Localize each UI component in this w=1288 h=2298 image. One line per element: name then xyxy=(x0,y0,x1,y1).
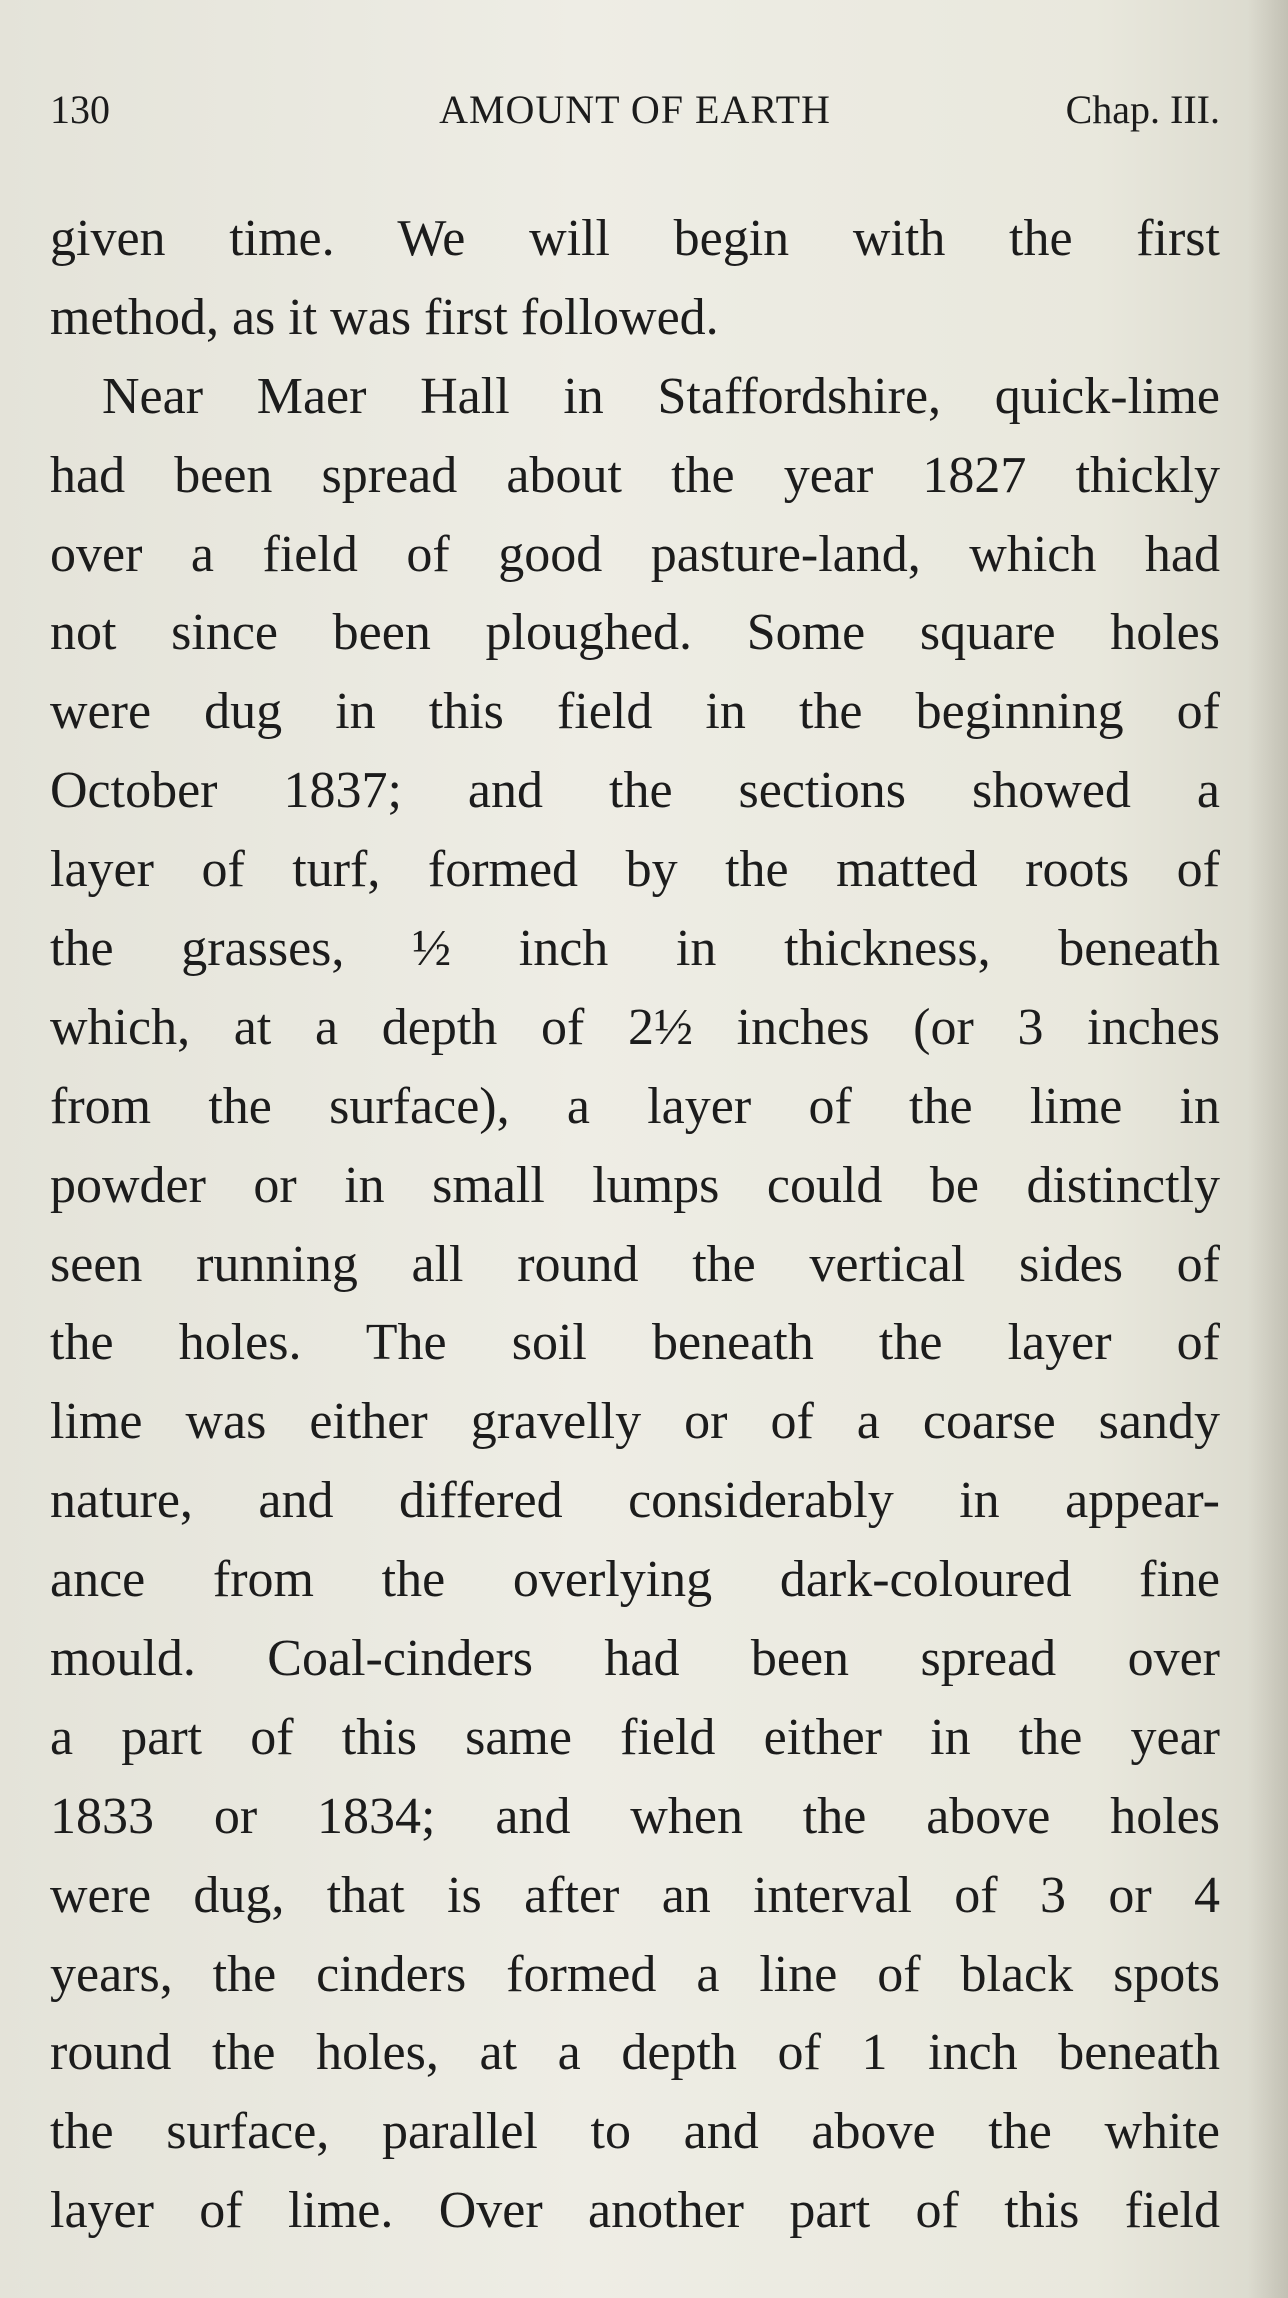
text-line: nature, and differed considerably in appear- xyxy=(50,1472,1220,1530)
text-line: given time. We will begin with the first xyxy=(50,210,1220,267)
text-line: layer of turf, formed by the matted roots of xyxy=(50,841,1220,899)
text-line: over a field of good pasture-land, which had xyxy=(50,525,1220,583)
text-line: powder or in small lumps could be distinctly xyxy=(50,1156,1220,1214)
text-line: the surface, parallel to and above the white xyxy=(50,2103,1220,2161)
section-title: AMOUNT OF EARTH xyxy=(439,87,831,132)
page-edge-shadow xyxy=(1248,0,1288,2298)
text-line: mould. Coal-cinders had been spread over xyxy=(50,1630,1220,1688)
text-line: 1833 or 1834; and when the above holes xyxy=(50,1787,1220,1845)
running-head xyxy=(50,86,1220,134)
text-line: ance from the overlying dark-coloured fine xyxy=(50,1551,1220,1609)
page-number: 130 xyxy=(50,87,110,132)
text-line: not since been ploughed. Some square holes xyxy=(50,604,1220,662)
body-text xyxy=(50,200,1220,2251)
text-line: lime was either gravelly or of a coarse sandy xyxy=(50,1393,1220,1451)
text-line: method, as it was first followed. xyxy=(50,288,719,346)
text-line: October 1837; and the sections showed a xyxy=(50,762,1220,820)
chapter-label: Chap. III. xyxy=(1065,87,1220,132)
text-line: Near Maer Hall in Staffordshire, quick-lime xyxy=(102,367,1220,425)
text-line: were dug, that is after an interval of 3 or 4 xyxy=(50,1866,1220,1924)
text-line: layer of lime. Over another part of this field xyxy=(50,2182,1220,2240)
text-line: were dug in this field in the beginning of xyxy=(50,683,1220,741)
text-line: had been spread about the year 1827 thickly xyxy=(50,446,1220,504)
text-line: round the holes, at a depth of 1 inch beneath xyxy=(50,2024,1220,2082)
text-line: years, the cinders formed a line of black spots xyxy=(50,1945,1220,2003)
text-line: a part of this same field either in the year xyxy=(50,1708,1220,1766)
text-line: the holes. The soil beneath the layer of xyxy=(50,1314,1220,1372)
text-line: which, at a depth of 2½ inches (or 3 inches xyxy=(50,998,1220,1056)
text-line: from the surface), a layer of the lime in xyxy=(50,1077,1220,1135)
text-line: seen running all round the vertical sides of xyxy=(50,1235,1220,1293)
text-line: the grasses, ½ inch in thickness, beneath xyxy=(50,920,1220,978)
